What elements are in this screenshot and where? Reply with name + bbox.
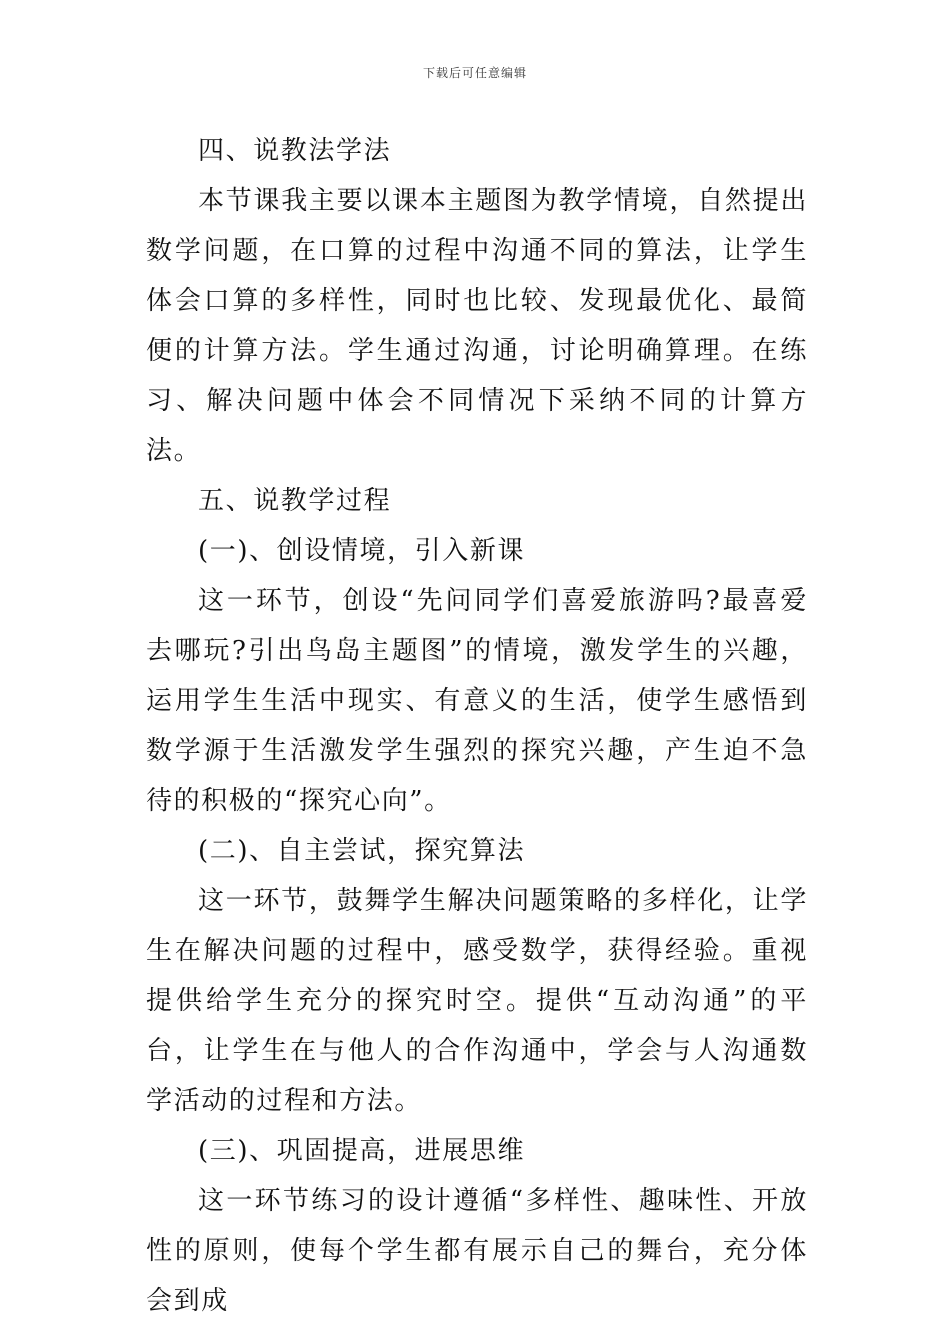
subsection-heading-2: (二)、自主尝试，探究算法 <box>198 836 526 866</box>
section-heading-4: 四、说教法学法 <box>198 136 392 166</box>
paragraph-consolidation: 这一环节练习的设计遵循“多样性、趣味性、开放性的原则，使每个学生都有展示自己的舞台，充分体会到成 <box>146 1186 808 1316</box>
subsection-heading-1: (一)、创设情境，引入新课 <box>198 536 526 566</box>
page-header: 下载后可任意编辑 <box>422 66 527 80</box>
paragraph-teaching-methods: 本节课我主要以课本主题图为教学情境，自然提出数学问题，在口算的过程中沟通不同的算法，让学生体会口算的多样性，同时也比较、发现最优化、最简便的计算方法。学生通过沟通，讨论明确算理。在练习、解决问题中体会不同情况下采纳不同的计算方法。 <box>146 186 808 466</box>
paragraph-introduction: 这一环节，创设“先问同学们喜爱旅游吗?最喜爱去哪玩?引出鸟岛主题图”的情境，激发学生的兴趣，运用学生生活中现实、有意义的生活，使学生感悟到数学源于生活激发学生强烈的探究兴趣，产生迫不急待的积极的“探究心向”。 <box>146 586 808 816</box>
section-heading-5: 五、说教学过程 <box>198 486 392 516</box>
subsection-heading-3: (三)、巩固提高，进展思维 <box>198 1136 526 1166</box>
document-body <box>146 126 808 1326</box>
paragraph-exploration: 这一环节，鼓舞学生解决问题策略的多样化，让学生在解决问题的过程中，感受数学，获得经验。重视提供给学生充分的探究时空。提供“互动沟通”的平台，让学生在与他人的合作沟通中，学会与人沟通数学活动的过程和方法。 <box>146 886 808 1116</box>
